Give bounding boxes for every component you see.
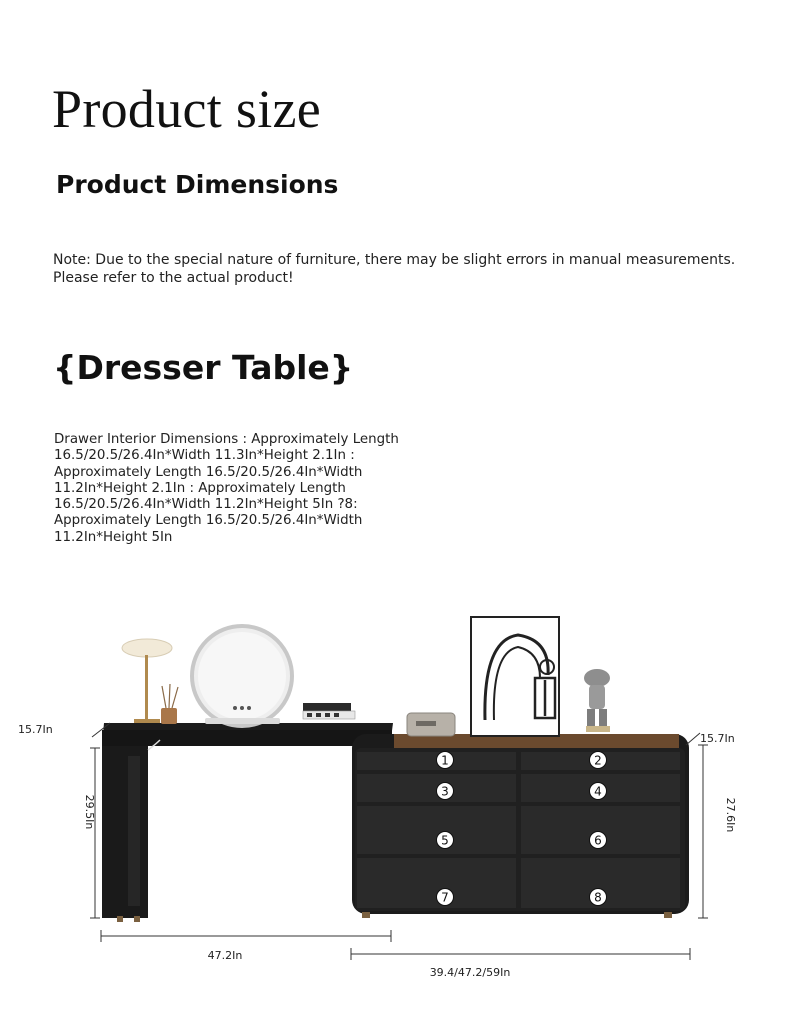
- drawer-number-2: [590, 752, 607, 769]
- drawer-dimension-line: 16.5/20.5/26.4In*Width 11.3In*Height 2.1In :: [54, 448, 355, 464]
- drawer-dimension-line: 11.2In*Height 5In: [54, 529, 173, 545]
- cabinet-height-label: 27.6In: [724, 797, 737, 833]
- drawer-dimension-line: Drawer Interior Dimensions : Approximately Length: [54, 432, 399, 447]
- cosmetics-icon: [303, 703, 355, 719]
- drawer-interior-dimensions: [54, 432, 414, 546]
- speaker-icon: [407, 713, 455, 736]
- dresser-illustration: [0, 600, 790, 1000]
- page-title: Product size: [52, 79, 322, 139]
- svg-text:6: 6: [594, 833, 602, 848]
- drawer-dimension-line: Approximately Length 16.5/20.5/26.4In*Width: [54, 513, 363, 529]
- svg-text:3: 3: [441, 784, 449, 799]
- section-heading-dresser-table: {Dresser Table}: [53, 348, 354, 387]
- drawer-dimension-line: 16.5/20.5/26.4In*Width 11.2In*Height 5In ?8:: [54, 497, 358, 513]
- measurement-note: Note: Due to the special nature of furniture, there may be slight errors in manual measurements. Please refer to the actual product!: [53, 252, 736, 286]
- diffuser-icon: [161, 684, 178, 724]
- figurine-icon: [584, 669, 610, 732]
- drawer-number-6: [590, 832, 607, 849]
- drawer-number-4: [590, 783, 607, 800]
- desk: [102, 723, 393, 922]
- desk-length-label: 47.2In: [207, 949, 243, 962]
- desk-height-label: 29.5In: [83, 794, 96, 830]
- svg-text:4: 4: [594, 784, 602, 799]
- poster-art: [471, 617, 559, 736]
- drawer-number-5: [437, 832, 454, 849]
- drawer-number-7: [437, 889, 454, 906]
- drawer-number-3: [437, 783, 454, 800]
- cabinet-length-label: 39.4/47.2/59In: [429, 966, 511, 979]
- drawer-dimension-line: 11.2In*Height 2.1In : Approximately Length: [54, 480, 346, 496]
- left-depth-label: 15.7In: [18, 723, 53, 736]
- drawer-number-8: [590, 889, 607, 906]
- svg-text:2: 2: [594, 753, 602, 768]
- right-depth-label: 15.7In: [700, 732, 735, 745]
- svg-text:5: 5: [441, 833, 449, 848]
- drawer-cabinet: [352, 734, 689, 918]
- svg-text:1: 1: [441, 753, 449, 768]
- svg-text:7: 7: [441, 890, 449, 905]
- mirror-icon: [192, 626, 292, 726]
- drawer-number-1: [437, 752, 454, 769]
- section-heading-dimensions: Product Dimensions: [56, 170, 339, 199]
- drawer-dimension-line: Approximately Length 16.5/20.5/26.4In*Width: [54, 464, 363, 480]
- svg-text:8: 8: [594, 890, 602, 905]
